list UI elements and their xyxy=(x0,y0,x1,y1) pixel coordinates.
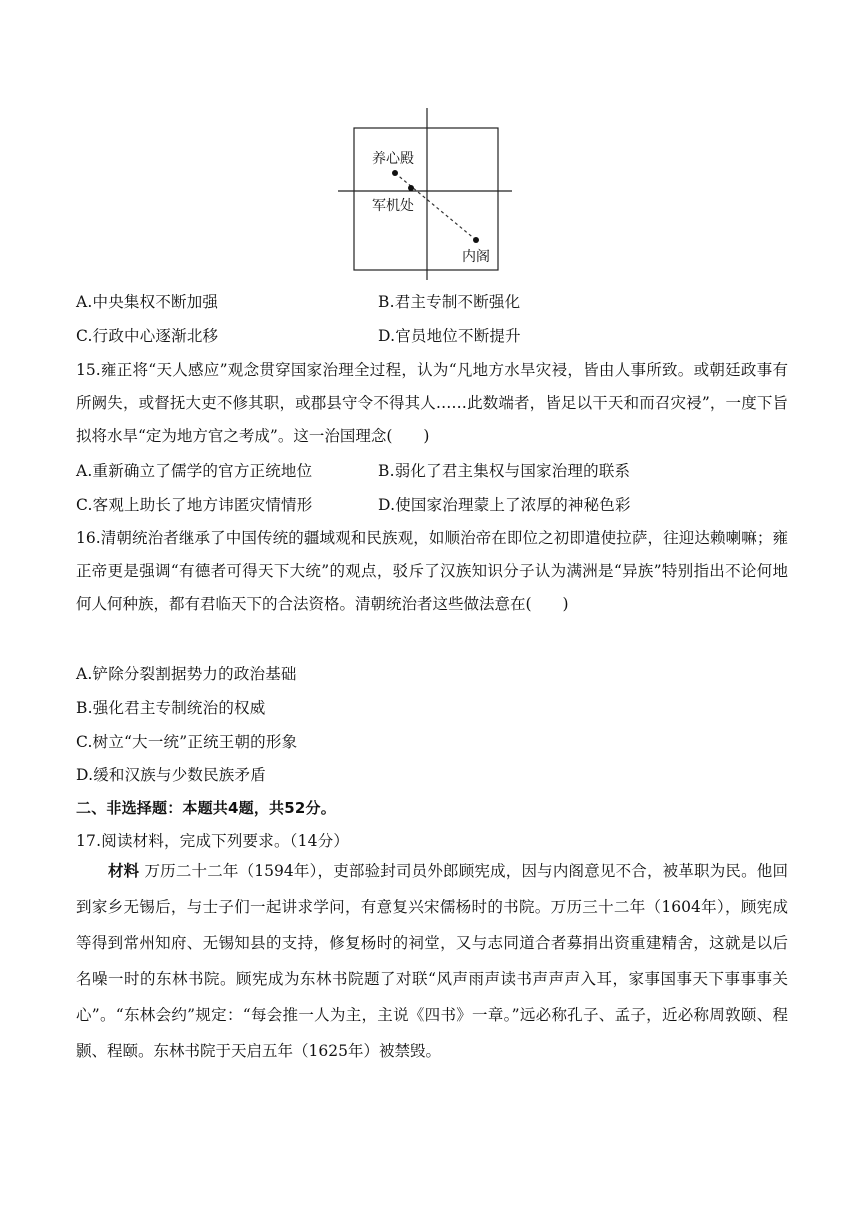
q15-option-a: A.重新确立了儒学的官方正统地位 xyxy=(76,462,313,480)
q16-option-a: A.铲除分裂割据势力的政治基础 xyxy=(76,665,297,683)
q15-stem: 15.雍正将“天人感应”观念贯穿国家治理全过程，认为“凡地方水旱灾祲，皆由人事所致。或朝廷政事有所阙失，或督抚大吏不修其职，或郡县守令不得其人……此数端者，皆足以干天和而召灾祲”，一度下旨拟将水旱“定为地方官之考成”。这一治国理念( ) xyxy=(76,361,788,445)
q14-option-c: C.行政中心逐渐北移 xyxy=(76,327,219,345)
point-yangxindian xyxy=(392,170,398,176)
q14-option-a: A.中央集权不断加强 xyxy=(76,293,219,311)
q16-stem: 16.清朝统治者继承了中国传统的疆域观和民族观，如顺治帝在即位之初即遣使拉萨，往迎达赖喇嘛；雍正帝更是强调“有德者可得天下大统”的观点，驳斥了汉族知识分子认为满洲是“异族”特别指出不论何地何人何种族，都有君临天下的合法资格。清朝统治者这些做法意在( ) xyxy=(76,529,788,613)
point-neige xyxy=(473,237,479,243)
q17-material xyxy=(76,853,788,1069)
q15-option-b: B.弱化了君主集权与国家治理的联系 xyxy=(378,462,631,480)
q15-option-d: D.使国家治理蒙上了浓厚的神秘色彩 xyxy=(378,496,631,514)
material-text: 万历二十二年（1594年），吏部验封司员外郎顾宪成，因与内阁意见不合，被革职为民。他回到家乡无锡后，与士子们一起讲求学问，有意复兴宋儒杨时的书院。万历三十二年（1604年），顾宪成等得到常州知府、无锡知县的支持，修复杨时的祠堂，又与志同道合者募捐出资重建精舍，这就是以后名噪一时的东林书院。顾宪成为东林书院题了对联“风声雨声读书声声声入耳，家事国事天下事事事关心”。“东林会约”规定：“每会推一人为主，主说《四书》一章。”远必称孔子、孟子，近必称周敦颐、程颢、程颐。东林书院于天启五年（1625年）被禁毁。 xyxy=(76,862,788,1060)
palace-diagram xyxy=(334,106,524,284)
point-junjichu xyxy=(408,185,414,191)
q14-option-b: B.君主专制不断强化 xyxy=(378,293,521,311)
q14-option-d: D.官员地位不断提升 xyxy=(378,327,521,345)
q16-option-c: C.树立“大一统”正统王朝的形象 xyxy=(76,733,298,751)
label-neige: 内阁 xyxy=(462,249,490,265)
q15-option-c: C.客观上助长了地方讳匿灾情情形 xyxy=(76,496,313,514)
section-title: 二、非选择题：本题共4题，共52分。 xyxy=(76,799,336,817)
q16-option-b: B.强化君主专制统治的权威 xyxy=(76,699,266,717)
label-junjichu: 军机处 xyxy=(372,198,414,214)
material-label: 材料 xyxy=(108,862,140,880)
label-yangxindian: 养心殿 xyxy=(372,151,414,167)
q17-stem: 17.阅读材料，完成下列要求。（14分） xyxy=(76,832,350,850)
q16-option-d: D.缓和汉族与少数民族矛盾 xyxy=(76,766,266,784)
